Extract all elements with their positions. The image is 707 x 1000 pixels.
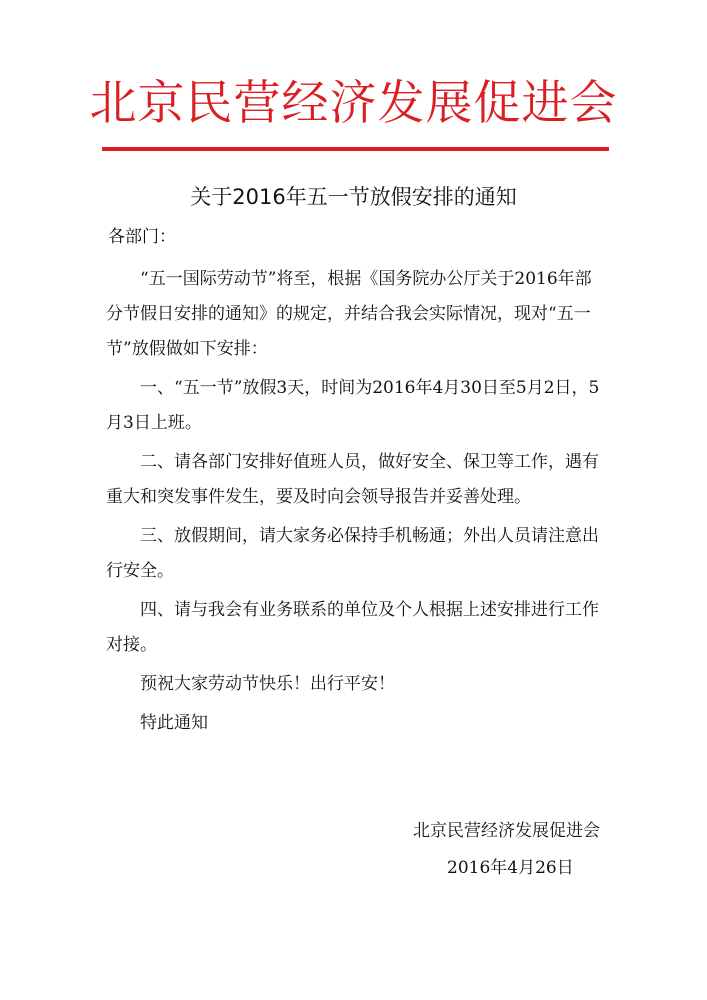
header-red-rule: [102, 147, 609, 151]
organization-header: 北京民营经济发展促进会: [89, 76, 618, 131]
body-paragraph-intro: “五一国际劳动节”将至，根据《国务院办公厅关于2016年部分节假日安排的通知》的规定，并结合我会实际情况，现对“五一节”放假做如下安排：: [106, 269, 592, 359]
body-paragraph-item-1: 一、“五一节”放假3天，时间为2016年4月30日至5月2日，5月3日上班。: [106, 378, 600, 433]
notice-title: 关于2016年五一节放假安排的通知: [190, 185, 517, 209]
signature-organization: 北京民营经济发展促进会: [413, 821, 600, 841]
body-paragraph-item-2: 二、请各部门安排好值班人员，做好安全、保卫等工作，遇有重大和突发事件发生，要及时向会领导报告并妥善处理。: [106, 452, 599, 507]
body-paragraph-closing: 特此通知: [140, 713, 208, 733]
body-paragraph-wishes: 预祝大家劳动节快乐！出行平安！: [140, 674, 395, 694]
body-paragraph-item-4: 四、请与我会有业务联系的单位及个人根据上述安排进行工作对接。: [106, 600, 599, 655]
salutation: 各部门：: [108, 227, 176, 247]
issue-date: 2016年4月26日: [447, 858, 574, 878]
notice-body: [106, 262, 606, 745]
body-paragraph-item-3: 三、放假期间，请大家务必保持手机畅通；外出人员请注意出行安全。: [106, 526, 599, 581]
